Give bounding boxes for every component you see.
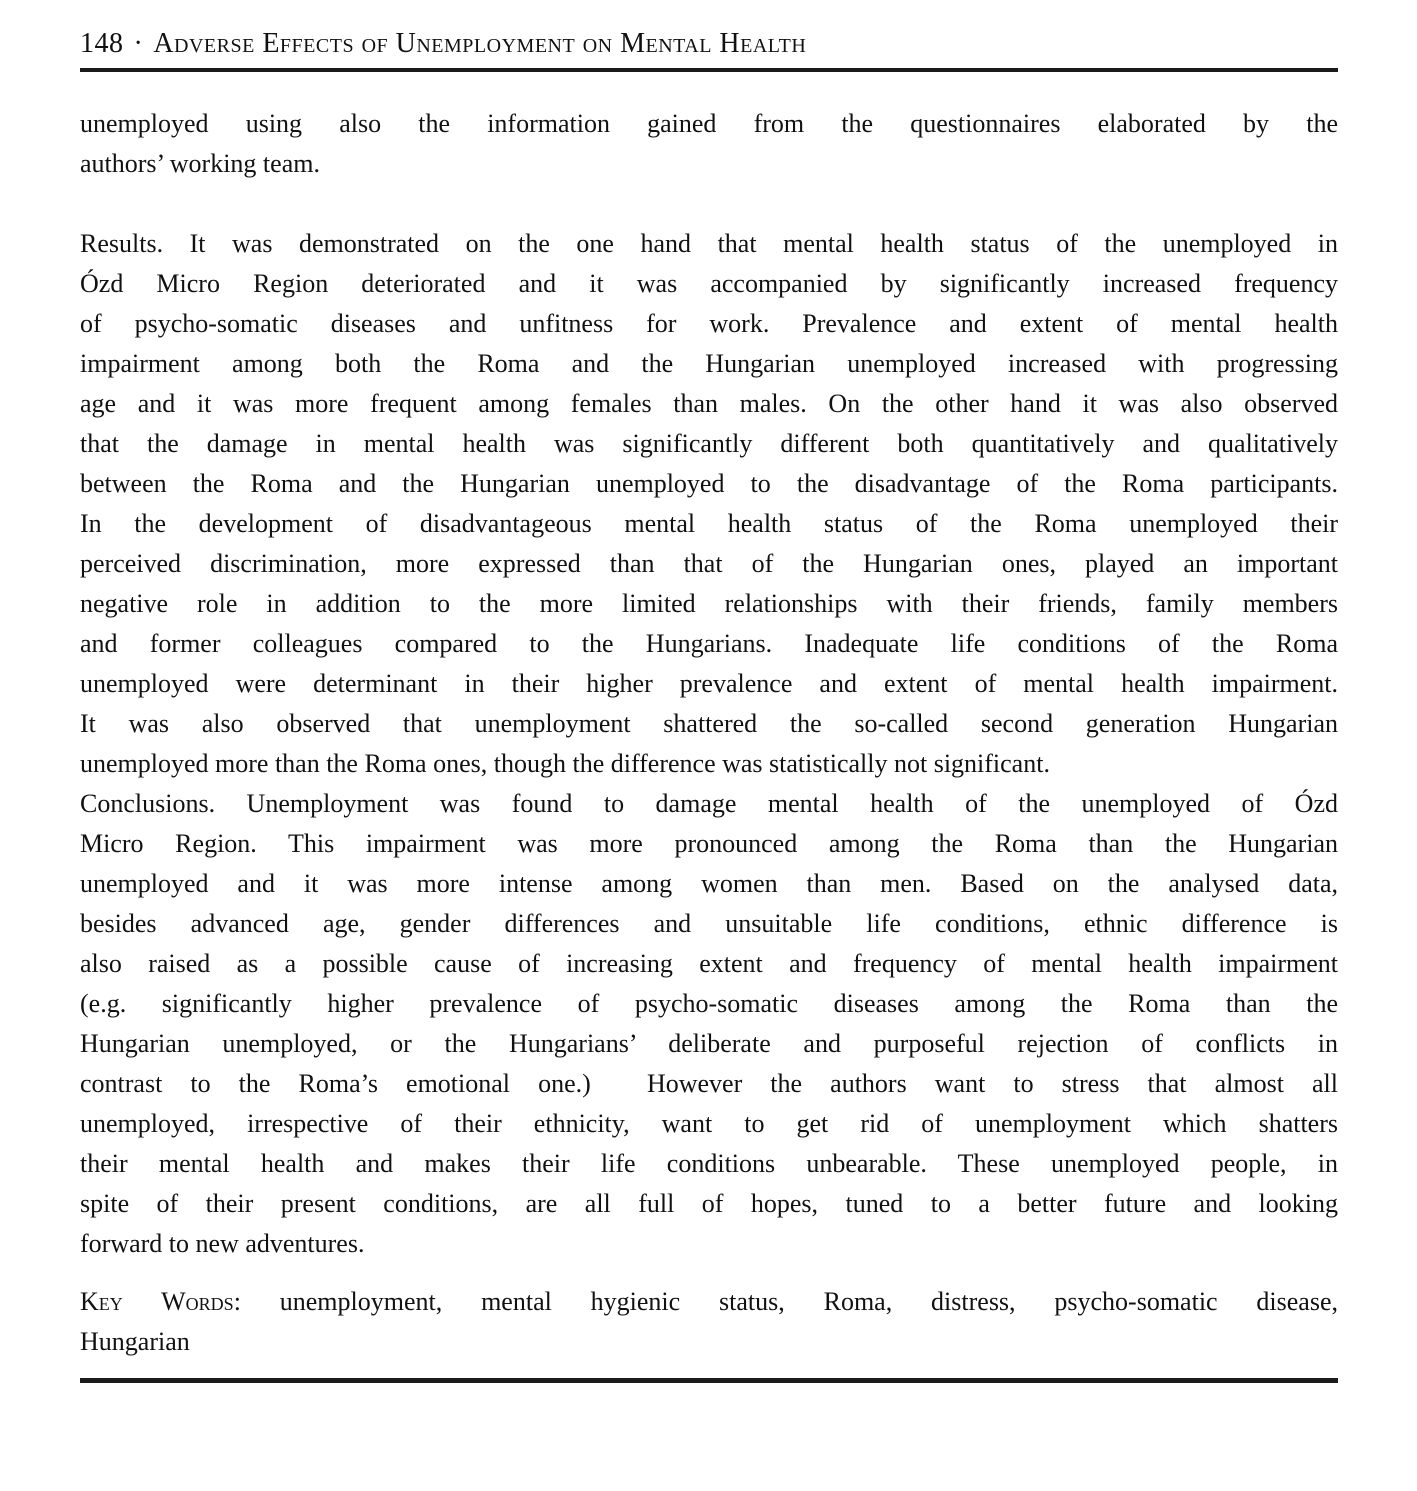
- text-line: their mental health and makes their life conditions unbearable. These unemployed people, in: [80, 1149, 1338, 1178]
- paragraph-results: [80, 224, 1338, 784]
- text-line: impairment among both the Roma and the Hungarian unemployed increased with progressing: [80, 349, 1338, 378]
- document-page: [80, 0, 1338, 1383]
- text-line: In the development of disadvantageous mental health status of the Roma unemployed their: [80, 509, 1338, 538]
- text-line: It was also observed that unemployment shattered the so-called second generation Hungarian: [80, 709, 1338, 738]
- paragraph-conclusions: [80, 784, 1338, 1264]
- running-header: [80, 28, 1338, 60]
- text-line: spite of their present conditions, are all full of hopes, tuned to a better future and looking: [80, 1189, 1338, 1218]
- paragraph-intro-continuation: [80, 104, 1338, 184]
- text-line: Ózd Micro Region deteriorated and it was accompanied by significantly increased frequency: [80, 269, 1338, 298]
- text-line: Hungarian unemployed, or the Hungarians’ deliberate and purposeful rejection of conflicts in: [80, 1029, 1338, 1058]
- abstract-body: [80, 104, 1338, 1264]
- text-line: Results. It was demonstrated on the one hand that mental health status of the unemployed in: [80, 229, 1338, 258]
- text-line: contrast to the Roma’s emotional one.) However the authors want to stress that almost all: [80, 1069, 1338, 1098]
- text-line: age and it was more frequent among females than males. On the other hand it was also observed: [80, 389, 1338, 418]
- text-line: Conclusions. Unemployment was found to damage mental health of the unemployed of Ózd: [80, 789, 1338, 818]
- keywords-line: [80, 1282, 1338, 1322]
- text-line: authors’ working team.: [80, 149, 320, 178]
- text-line: besides advanced age, gender differences and unsuitable life conditions, ethnic difference is: [80, 909, 1338, 938]
- text-line: (e.g. significantly higher prevalence of psycho-somatic diseases among the Roma than the: [80, 989, 1338, 1018]
- text-line: perceived discrimination, more expressed than that of the Hungarian ones, played an important: [80, 549, 1338, 578]
- text-line: of psycho-somatic diseases and unfitness for work. Prevalence and extent of mental health: [80, 309, 1338, 338]
- text-line: between the Roma and the Hungarian unemployed to the disadvantage of the Roma participants.: [80, 469, 1338, 498]
- text-line: unemployed using also the information gained from the questionnaires elaborated by the: [80, 109, 1338, 138]
- text-line: and former colleagues compared to the Hungarians. Inadequate life conditions of the Roma: [80, 629, 1338, 658]
- keywords-text: : unemployment, mental hygienic status, Roma, distress, psycho-somatic disease,: [233, 1287, 1338, 1316]
- text-line: unemployed, irrespective of their ethnicity, want to get rid of unemployment which shatters: [80, 1109, 1338, 1138]
- text-line: negative role in addition to the more limited relationships with their friends, family members: [80, 589, 1338, 618]
- header-separator: ·: [133, 28, 144, 59]
- text-line: unemployed more than the Roma ones, though the difference was statistically not significant.: [80, 749, 1050, 778]
- text-line: that the damage in mental health was significantly different both quantitatively and qualitatively: [80, 429, 1338, 458]
- keywords-line2: Hungarian: [80, 1327, 190, 1356]
- page-number: 148: [80, 28, 124, 59]
- footer-rule: [80, 1378, 1338, 1383]
- header-title: Adverse Effects of Unemployment on Mental Health: [153, 28, 807, 59]
- text-line: unemployed were determinant in their higher prevalence and extent of mental health impairment.: [80, 669, 1338, 698]
- keywords-label: Key Words: [80, 1287, 234, 1316]
- header-rule: [80, 68, 1338, 72]
- text-line: unemployed and it was more intense among women than men. Based on the analysed data,: [80, 869, 1338, 898]
- text-line: also raised as a possible cause of increasing extent and frequency of mental health impairment: [80, 949, 1338, 978]
- keywords-block: [80, 1282, 1338, 1362]
- text-line: forward to new adventures.: [80, 1229, 365, 1258]
- text-line: Micro Region. This impairment was more pronounced among the Roma than the Hungarian: [80, 829, 1338, 858]
